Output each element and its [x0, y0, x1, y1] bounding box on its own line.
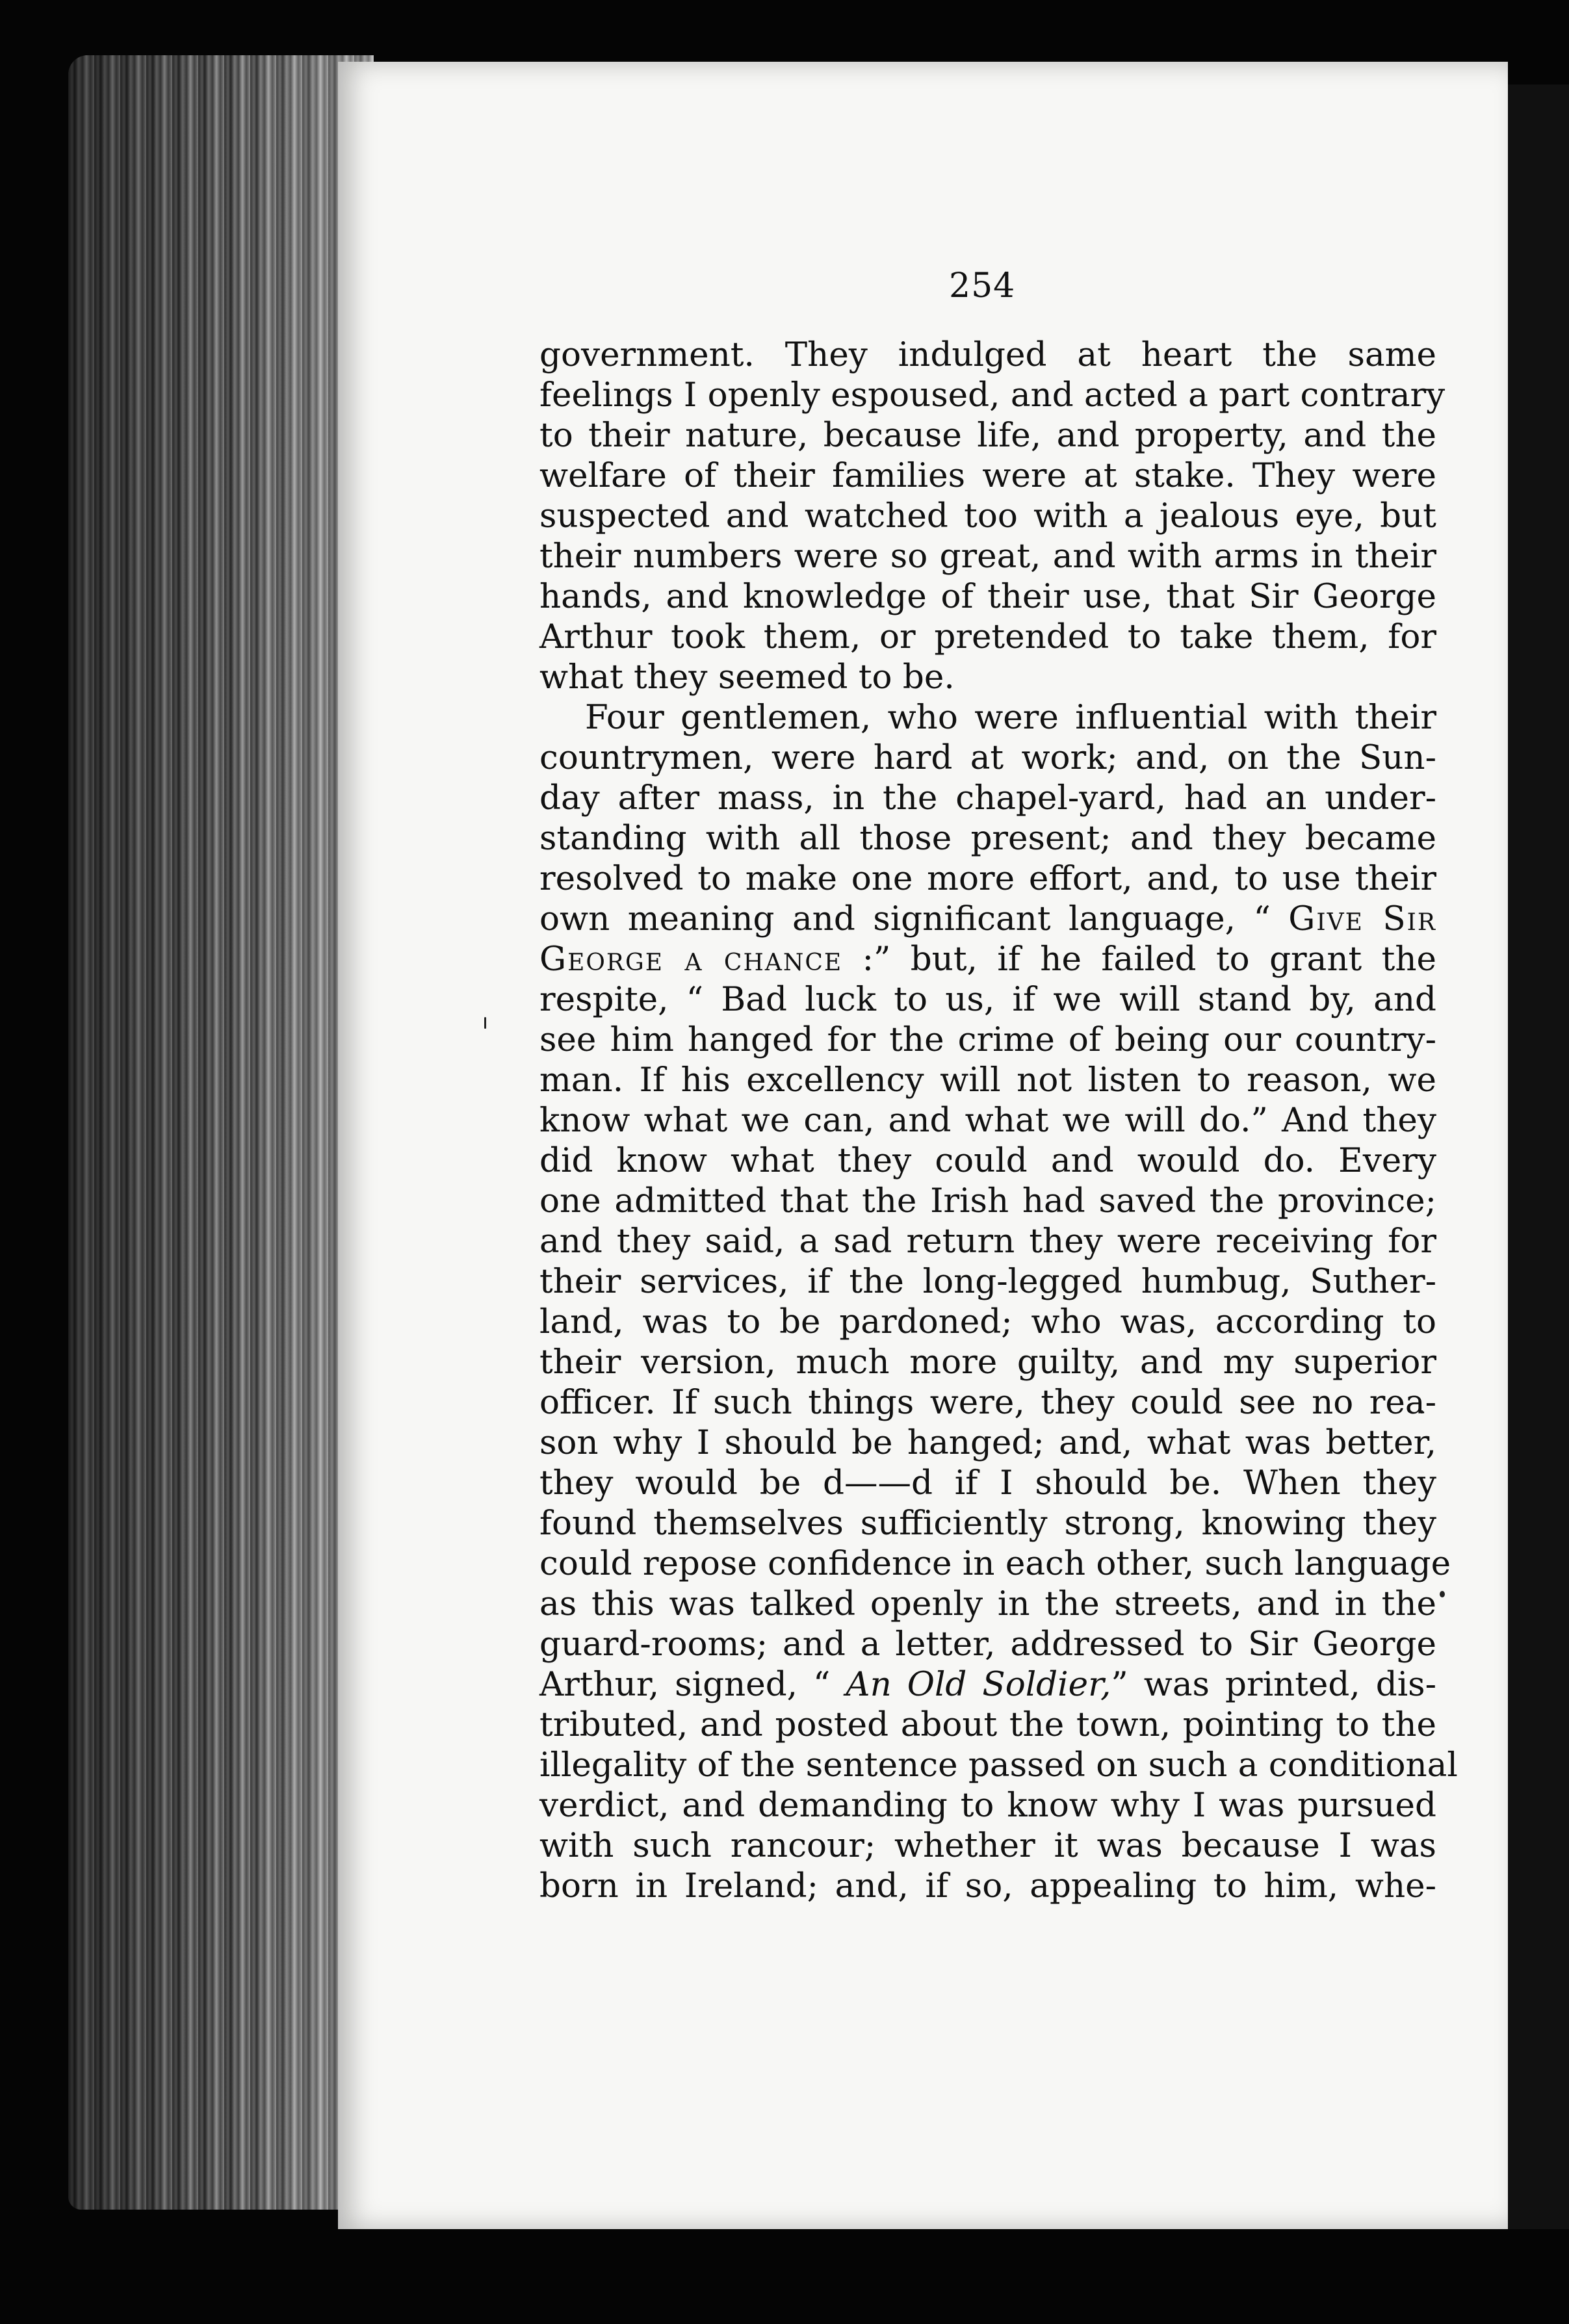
text-line: welfare of their families were at stake. They were — [539, 456, 1436, 495]
text-line: their numbers were so great, and with arms in their — [539, 537, 1436, 576]
text-line: illegality of the sentence passed on such a conditional — [539, 1746, 1458, 1785]
scan-speck — [484, 1017, 486, 1029]
text-line: resolved to make one more effort, and, to use their — [539, 859, 1436, 898]
text-run: :” but, if he failed to grant the — [842, 940, 1436, 979]
text-line: Four gentlemen, who were influential with their — [585, 698, 1436, 737]
text-line: government. They indulged at heart the same — [539, 335, 1436, 374]
text-line: countrymen, were hard at work; and, on the Sun- — [539, 738, 1436, 777]
text-line: Arthur took them, or pretended to take them, for — [539, 617, 1436, 656]
text-line: and they said, a sad return they were receiving for — [539, 1222, 1436, 1261]
text-line: their version, much more guilty, and my superior — [539, 1343, 1436, 1382]
text-line: feelings I openly espoused, and acted a part contrary — [539, 376, 1446, 415]
text-line: they would be d——d if I should be. When they — [539, 1464, 1436, 1503]
text-run: Arthur, signed, “ — [539, 1665, 846, 1704]
text-line: day after mass, in the chapel-yard, had an under- — [539, 779, 1436, 818]
text-line: with such rancour; whether it was because I was — [539, 1826, 1436, 1865]
text-line: standing with all those present; and they became — [539, 819, 1436, 858]
text-line — [539, 939, 1436, 979]
text-line: did know what they could and would do. Every — [539, 1141, 1436, 1180]
text-line: could repose confidence in each other, such language — [539, 1544, 1451, 1583]
page-edges-shadow — [68, 55, 374, 2210]
text-line: found themselves sufficiently strong, knowing they — [539, 1504, 1436, 1543]
italic-run: An Old Soldier, — [846, 1665, 1111, 1704]
small-caps-run: Give Sir — [1288, 899, 1436, 938]
small-caps-run: George a chance — [539, 940, 843, 979]
scan-border-right — [1508, 84, 1569, 2229]
text-line: verdict, and demanding to know why I was pursued — [539, 1786, 1436, 1825]
text-line: man. If his excellency will not listen to reason, we — [539, 1061, 1436, 1100]
text-line: guard-rooms; and a letter, addressed to Sir George — [539, 1625, 1436, 1664]
text-line: one admitted that the Irish had saved the province; — [539, 1181, 1436, 1220]
body-text — [539, 335, 1458, 1906]
text-line: as this was talked openly in the streets, and in the — [539, 1584, 1436, 1623]
text-line: hands, and knowledge of their use, that Sir George — [539, 577, 1436, 616]
page-number: 254 — [949, 266, 1016, 305]
text-run: own meaning and significant language, “ — [539, 899, 1289, 938]
text-line: see him hanged for the crime of being our country- — [539, 1020, 1436, 1059]
text-line: officer. If such things were, they could see no rea- — [539, 1383, 1436, 1422]
text-run: ” was printed, dis- — [1111, 1665, 1436, 1704]
text-line — [539, 899, 1436, 939]
text-line: tributed, and posted about the town, pointing to the — [539, 1705, 1436, 1744]
text-line: respite, “ Bad luck to us, if we will stand by, and — [539, 980, 1436, 1019]
text-line — [539, 1664, 1436, 1705]
text-line: son why I should be hanged; and, what was better, — [539, 1423, 1436, 1462]
text-line: land, was to be pardoned; who was, according to — [539, 1302, 1436, 1341]
text-line: to their nature, because life, and property, and the — [539, 416, 1436, 455]
scan-speck — [1440, 1591, 1445, 1597]
text-line: their services, if the long-legged humbug, Suther- — [539, 1262, 1436, 1301]
text-line: born in Ireland; and, if so, appealing to him, whe- — [539, 1866, 1436, 1905]
text-line: what they seemed to be. — [539, 658, 955, 697]
text-line: suspected and watched too with a jealous eye, but — [539, 497, 1436, 536]
text-line: know what we can, and what we will do.” And they — [539, 1101, 1436, 1140]
